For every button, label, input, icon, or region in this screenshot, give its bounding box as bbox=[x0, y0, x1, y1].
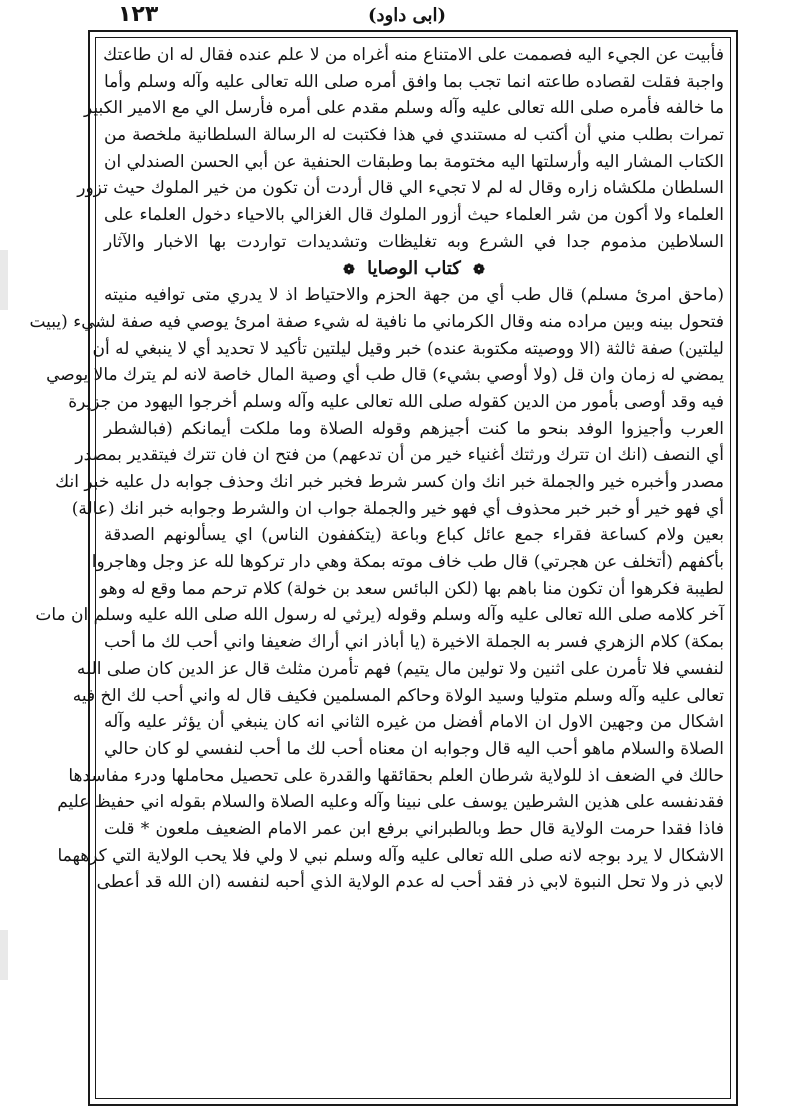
text-line: الاشكال لا يرد بوجه لانه صلى الله تعالى عليه وآله وسلم نبي لا ولي فلا يحب الولاية التي كرههما bbox=[57, 845, 724, 866]
text-line: بعين ولام كساعة فقراء جمع عائل كباع وباعة (يتكففون الناس) اي يسألونهم الصدقة bbox=[104, 525, 724, 546]
text-line: يمضي له زمان وان قل (ولا أوصي بشيء) قال طب أي وصية المال خاصة لانه لم يترك مالا يوصي bbox=[46, 365, 724, 386]
text-line: فقدنفسه على هذين الشرطين يوسف على نبينا وآله وعليه الصلاة والسلام بقوله اني حفيظ عليم bbox=[57, 792, 724, 813]
text-line: ليلتين) صفة ثالثة (الا ووصيته مكتوبة عنده) خبر وقيل ليلتين تأكيد لا تحديد أي لا ينبغي له أن bbox=[92, 338, 724, 359]
text-line: بأكفهم (أتخلف عن هجرتي) قال طب خاف موته بمكة وهي دار تركوها لله عز وجل وهاجروا bbox=[91, 552, 724, 573]
text-line: العرب وأجيزوا الوفد بنحو ما كنت أجيزهم وقوله الصلاة وما ملكت أيمانكم (فبالشطر bbox=[104, 418, 724, 439]
page-body bbox=[29, 42, 724, 1097]
text-line: بمكة) كلام الزهري فسر به الجملة الاخيرة (يا أباذر اني أراك ضعيفا واني أحب لك ما أحب bbox=[104, 632, 724, 653]
text-line: واجبة فقلت لقصاده طاعته انما تجب بما وافق أمره صلى الله تعالى عليه وآله وسلم وأما bbox=[104, 71, 724, 92]
text-line: فأبيت عن الجيء اليه فصممت على الامتناع منه أغراه من لا علم عنده فقال له ان طاعتك bbox=[103, 45, 724, 65]
text-line: حالك في الضعف اذ للولاية شرطان العلم بحقائقها والقدرة على تحصيل محاملها ودرء مفاسدها bbox=[68, 765, 724, 786]
text-line: السلاطين مذموم جدا في الشرع وبه تغليظات وتشديدات تواردت بها الاخبار والآثار bbox=[104, 231, 724, 252]
text-line: الصلاة والسلام ماهو أحب اليه قال وجوابه ان معناه أحب لك ما أحب لنفسي لو كان حالي bbox=[104, 738, 724, 759]
section-heading-text: كتاب الوصايا bbox=[367, 257, 461, 279]
text-block-before-heading bbox=[77, 42, 724, 256]
text-line: لنفسي فلا تأمرن على اثنين ولا تولين مال يتيم) فهم تأمرن مثلث قال عز الدين كان صلى الله bbox=[76, 658, 724, 679]
text-line: فتحول بينه وبين مراده منه وقال الكرماني ما نافية له شيء صفة امرئ يوصي فيه صفة لشيء (يبيت bbox=[29, 311, 724, 332]
scan-edge-mark-top bbox=[0, 250, 8, 310]
text-line: ما خالفه فأمره صلى الله تعالى عليه وآله وسلم مقدم على أمره فأرسل الي مع الامير الكبير bbox=[83, 98, 724, 119]
scan-edge-mark-bottom bbox=[0, 930, 8, 980]
running-head: (ابى داود) bbox=[368, 5, 447, 26]
ornament-icon: ❁ bbox=[343, 261, 355, 278]
text-line: اشكال من وجهين الاول ان الامام أفضل من غيره الثاني انه كان ينبغي أن يؤثر عليه وآله bbox=[104, 712, 724, 733]
section-heading bbox=[104, 256, 724, 283]
ornament-icon: ❁ bbox=[473, 261, 485, 278]
page-number: ١٢٣ bbox=[118, 2, 159, 27]
text-line: تمرات بطلب مني أن أكتب له مستندي في هذا فكتبت له الرسالة السلطانية ملخصة من bbox=[104, 125, 724, 146]
text-line: لابي ذر ولا تحل النبوة لابي ذر فقد أحب له عدم الولاية الذي أحبه لنفسه (ان الله قد أعطى bbox=[96, 872, 724, 893]
text-line: آخر كلامه صلى الله تعالى عليه وآله وسلم وقوله (يرثي له رسول الله صلى الله عليه وسلم ان مات bbox=[35, 605, 724, 626]
text-line: العلماء ولا أكون من شر العلماء حيث أزور الملوك قال الغزالي بالاحياء دخول العلماء على bbox=[104, 205, 724, 226]
text-line: مصدر وأخبره خير والجملة خبر انك وان كسر شرط فخبر خبر انك وحذف جوابه دل عليه خبر انك bbox=[55, 472, 724, 492]
text-line: (ماحق امرئ مسلم) قال طب أي من جهة الحزم والاحتياط اذ لا يدري متى توافيه منيته bbox=[104, 285, 724, 306]
text-block-after-heading bbox=[29, 282, 724, 896]
text-line: السلطان ملكشاه زاره وقال له لم لا تجيء الي قال أردت أن تكون من خير الملوك حيث تزور bbox=[77, 178, 724, 199]
text-line: أي النصف (انك ان تترك ورثتك أغنياء خير من أن تدعهم) من فتح ان فان تترك فيتقدير بمصدر bbox=[75, 445, 724, 466]
text-line: فيه وقد أوصى بأمور من الدين كقوله صلى الله تعالى عليه وآله وسلم أخرجوا اليهود من جزيرة bbox=[68, 391, 724, 412]
text-line: تعالى عليه وآله وسلم متوليا وسيد الولاة وحاكم المسلمين فكيف قال له واني أحب لك الخ فيه bbox=[72, 685, 724, 706]
text-line: الكتاب المشار اليه وأرسلتها اليه مختومة بما وطبقات الحنفية عن أبي الحسن الصندلي ان bbox=[104, 151, 724, 172]
text-line: فاذا فقدا حرمت الولاية قال حط وبالطبراني برفع ابن عمر الامام الضعيف ملعون * قلت bbox=[104, 818, 724, 839]
text-line: لطيبة فكرهوا أن تكون منا باهم بها (لكن البائس سعد بن خولة) كلام ترحم مما وقع له وهو bbox=[99, 578, 724, 599]
text-line: أي فهو خير أو خبر خبر محذوف أي فهو خير والجملة جواب ان والشرط وجوابه خبر انك (عالة) bbox=[71, 498, 724, 519]
